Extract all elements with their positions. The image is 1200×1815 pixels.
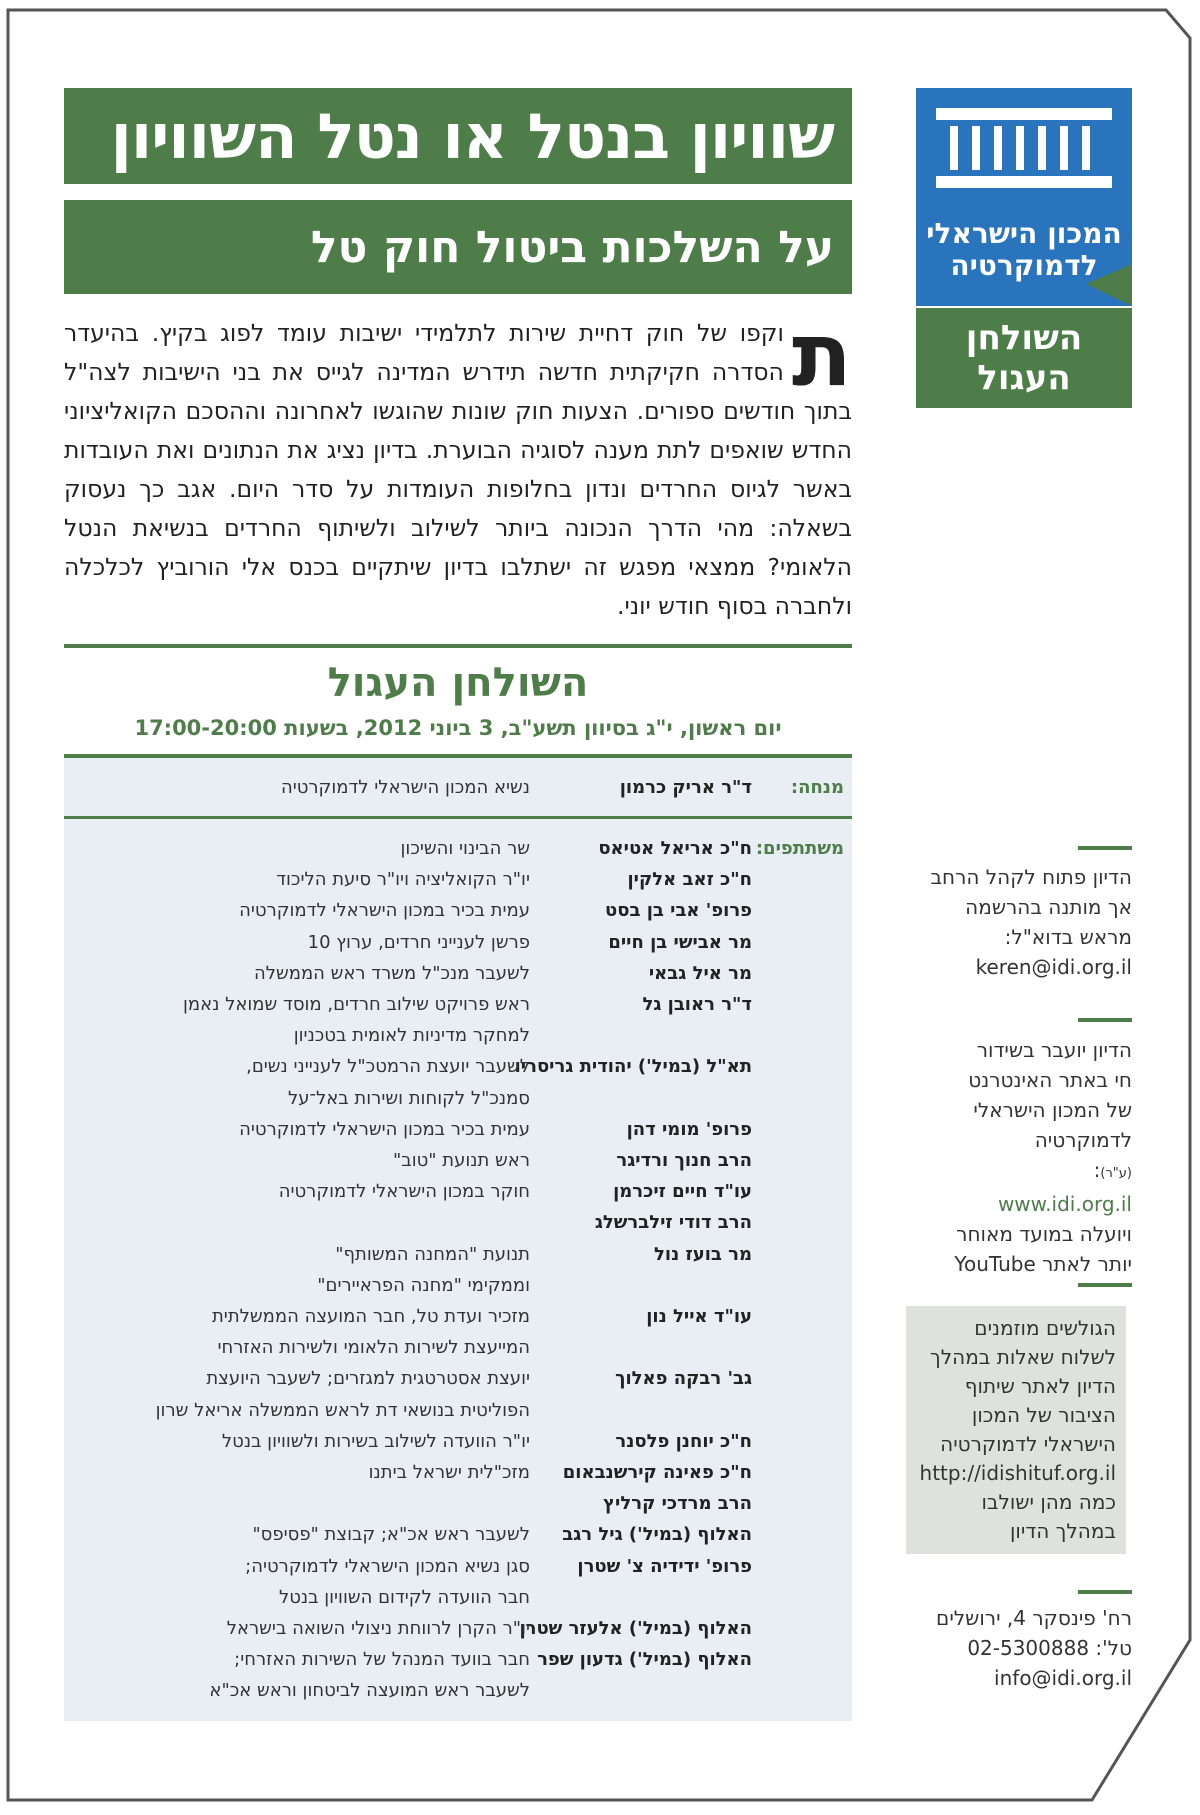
participant-desc: ראש תנועת "טוב" bbox=[393, 1150, 530, 1172]
participant-desc: המייעצת לשירות הלאומי ולשירות האזרחי bbox=[217, 1337, 530, 1359]
row-label-spacer bbox=[762, 1176, 852, 1207]
row-label-spacer bbox=[762, 1551, 852, 1582]
badge-line-1: השולחן bbox=[965, 318, 1083, 358]
participant-desc: תנועת "המחנה המשותף" bbox=[335, 1243, 530, 1265]
row-label-spacer bbox=[762, 895, 852, 926]
row-label-spacer bbox=[762, 864, 852, 895]
participant-desc: הפוליטית בנושאי דת לראש הממשלה אריאל שרון bbox=[155, 1399, 530, 1421]
row-label-spacer bbox=[762, 1239, 852, 1270]
participant-desc: חבר בוועד המנהל של השירות האזרחי; bbox=[234, 1649, 530, 1671]
website-link[interactable]: www.idi.org.il bbox=[997, 1192, 1132, 1216]
broadcast-small-note: (ע"ר) bbox=[1100, 1166, 1132, 1181]
participant-desc: פרשן לענייני חרדים, ערוץ 10 bbox=[307, 931, 530, 953]
row-label-spacer bbox=[762, 1083, 852, 1114]
participant-row bbox=[64, 1239, 852, 1270]
participant-name: עו"ד אייל נון bbox=[646, 1306, 752, 1328]
participants-list bbox=[64, 819, 852, 1721]
intro-paragraph bbox=[64, 303, 852, 626]
broadcast-line-5: ויועלה במועד מאוחר bbox=[956, 1222, 1132, 1246]
logo-line-2: לדמוקרטיה bbox=[950, 249, 1098, 282]
participant-desc: לשעבר ראש אכ"א; קבוצת "פסיפס" bbox=[252, 1524, 530, 1546]
row-label-spacer bbox=[762, 1395, 852, 1426]
roundtable-title: השולחן העגול bbox=[327, 660, 589, 706]
row-label-spacer bbox=[762, 989, 852, 1020]
participant-row bbox=[64, 1145, 852, 1176]
sidebar-divider bbox=[1078, 1283, 1132, 1287]
phone-text: טל': 02-5300888 bbox=[967, 1636, 1132, 1660]
row-label-spacer bbox=[762, 1644, 852, 1675]
participant-desc: סגן נשיא המכון הישראלי לדמוקרטיה; bbox=[245, 1555, 530, 1577]
participant-name: ד"ר ראובן גל bbox=[642, 994, 752, 1016]
logo-line-1: המכון הישראלי bbox=[926, 217, 1122, 250]
moderator-label: מנחה: bbox=[790, 776, 844, 798]
roundtable-date: יום ראשון, י"ג בסיוון תשע"ב, 3 ביוני 2012, בשעות 17:00-20:00 bbox=[134, 716, 782, 740]
row-label-spacer bbox=[762, 1488, 852, 1519]
questions-line-4: הציבור של המכון bbox=[971, 1403, 1116, 1427]
participant-name: פרופ' מומי דהן bbox=[626, 1118, 752, 1140]
participant-desc: יועצת אסטרטגית למגזרים; לשעבר היועצת bbox=[206, 1368, 530, 1390]
participant-row bbox=[64, 1020, 852, 1051]
participant-row bbox=[64, 1270, 852, 1301]
participants-panel bbox=[64, 754, 852, 1721]
divider bbox=[64, 644, 852, 648]
participant-row bbox=[64, 1582, 852, 1613]
broadcast-line-1: הדיון יועבר בשידור bbox=[976, 1038, 1132, 1062]
row-label-spacer bbox=[762, 1114, 852, 1145]
participant-row bbox=[64, 1644, 852, 1675]
registration-email-link[interactable]: keren@idi.org.il bbox=[975, 955, 1132, 979]
participant-name: ח"כ אריאל אטיאס bbox=[598, 838, 752, 859]
registration-line-1: הדיון פתוח לקהל הרחב bbox=[930, 865, 1132, 889]
main-column bbox=[64, 88, 852, 1721]
participant-name: מר איל גבאי bbox=[648, 962, 752, 984]
questions-line-3: הדיון לאתר שיתוף bbox=[964, 1374, 1116, 1398]
participant-name: ח"כ זאב אלקין bbox=[627, 869, 752, 891]
participants-label: משתתפים: bbox=[755, 838, 844, 859]
participant-row bbox=[64, 1519, 852, 1550]
participant-row bbox=[64, 1332, 852, 1363]
contact-email-link[interactable]: info@idi.org.il bbox=[994, 1666, 1132, 1690]
registration-info bbox=[900, 862, 1132, 982]
row-label-spacer bbox=[762, 1207, 852, 1238]
moderator-row bbox=[64, 758, 852, 819]
participation-site-link[interactable]: http://idishituf.org.il bbox=[919, 1461, 1116, 1485]
row-label-spacer bbox=[762, 1270, 852, 1301]
participant-row bbox=[64, 1457, 852, 1488]
participant-name: תא"ל (במיל') יהודית גריסריו bbox=[514, 1056, 752, 1078]
participant-desc: מזכ"לית ישראל ביתנו bbox=[368, 1462, 530, 1484]
participant-desc bbox=[64, 1207, 536, 1238]
participant-name: פרופ' אבי בן בסט bbox=[605, 900, 752, 922]
participant-name bbox=[536, 1332, 762, 1363]
broadcast-line-4: לדמוקרטיה bbox=[1034, 1128, 1132, 1152]
participant-row bbox=[64, 1051, 852, 1082]
participant-desc: סמנכ"ל לקוחות ושירות באל־על bbox=[288, 1087, 530, 1109]
broadcast-line-6: יותר לאתר YouTube bbox=[954, 1252, 1132, 1276]
participant-desc: לשעבר ראש המועצה לביטחון וראש אכ"א bbox=[209, 1680, 530, 1702]
address-text: רח' פינסקר 4, ירושלים bbox=[936, 1606, 1132, 1630]
questions-box bbox=[906, 1306, 1126, 1554]
participant-desc: חבר הוועדה לקידום השוויון בנטל bbox=[278, 1586, 530, 1608]
row-label-spacer bbox=[762, 927, 852, 958]
registration-line-3: מראש בדוא"ל: bbox=[1004, 925, 1132, 949]
intro-text: וקפו של חוק דחיית שירות לתלמידי ישיבות עומד לפוג בקיץ. בהיעדר הסדרה חקיקתית חדשה תידרש המדינה לגייס את בני הישיבות לצה"ל בתוך חודשים ספורים. הצעות חוק שונות שהוגשו לאחרונה וההסכם הקואליציוני החדש שואפים לתת מענה לסוגיה הבוערת. בדיון נציג את הנתונים ואת העובדות באשר לגיוס החרדים ונדון בחלופות העומדות על סדר היום. אגב כך נעסוק בשאלה: מהי הדרך הנכונה ביותר לשילוב ולשיתוף החרדים בנשיאת הנטל הלאומי? ממצאי מפגש זה ישתלבו בדיון שיתקיים בכנס אלי הורוביץ לכלכלה ולחברה בסוף חודש יוני. bbox=[64, 319, 852, 620]
row-label-spacer bbox=[762, 1332, 852, 1363]
participant-desc: לשעבר מנכ"ל משרד ראש הממשלה bbox=[253, 962, 530, 984]
contact-info bbox=[900, 1603, 1132, 1693]
broadcast-info bbox=[900, 1035, 1132, 1279]
participant-name: האלוף (במיל') גיל רגב bbox=[562, 1524, 752, 1546]
participant-row bbox=[64, 1488, 852, 1519]
broadcast-line-2: חי באתר האינטרנט bbox=[968, 1068, 1132, 1092]
moderator-desc: נשיא המכון הישראלי לדמוקרטיה bbox=[280, 776, 530, 798]
row-label-spacer bbox=[762, 1426, 852, 1457]
participant-desc: מזכיר ועדת טל, חבר המועצה הממשלתית bbox=[211, 1306, 530, 1328]
row-label-spacer bbox=[762, 1613, 852, 1644]
participant-name bbox=[536, 1083, 762, 1114]
row-label-spacer bbox=[762, 1301, 852, 1332]
participant-name: ח"כ פאינה קירשנבאום bbox=[562, 1462, 752, 1484]
participant-row bbox=[64, 927, 852, 958]
participant-name: פרופ' ידידיה צ' שטרן bbox=[577, 1555, 752, 1577]
participant-desc: יו"ר הקרן לרווחת ניצולי השואה בישראל bbox=[226, 1618, 530, 1640]
participant-name: הרב חנוך ורדיגר bbox=[616, 1150, 752, 1172]
participant-name bbox=[536, 1395, 762, 1426]
broadcast-line-3: של המכון הישראלי bbox=[973, 1098, 1132, 1122]
participant-row bbox=[64, 1083, 852, 1114]
participant-name: האלוף (במיל') גדעון שפר bbox=[537, 1649, 752, 1671]
participant-desc: חוקר במכון הישראלי לדמוקרטיה bbox=[278, 1181, 530, 1203]
row-label-spacer bbox=[762, 958, 852, 989]
questions-line-2: לשלוח שאלות במהלך bbox=[930, 1345, 1116, 1369]
title-banner bbox=[64, 88, 852, 184]
participant-row bbox=[64, 1114, 852, 1145]
participant-desc: יו"ר הקואליציה ויו"ר סיעת הליכוד bbox=[276, 869, 530, 891]
participant-desc: שר הבינוי והשיכון bbox=[400, 838, 530, 859]
sidebar-divider bbox=[1078, 846, 1132, 850]
sidebar-divider bbox=[1078, 1590, 1132, 1594]
row-label-spacer bbox=[762, 1675, 852, 1706]
participant-name bbox=[536, 1582, 762, 1613]
participant-name bbox=[536, 1675, 762, 1706]
participant-name: הרב דודי זילברשלג bbox=[594, 1212, 752, 1234]
questions-line-6: כמה מהן ישולבו bbox=[981, 1490, 1116, 1514]
participant-desc: לשעבר יועצת הרמטכ"ל לענייני נשים, bbox=[246, 1056, 530, 1078]
participant-row bbox=[64, 895, 852, 926]
questions-line-7: במהלך הדיון bbox=[1009, 1519, 1116, 1543]
participant-row bbox=[64, 1551, 852, 1582]
participant-desc bbox=[64, 1488, 536, 1519]
roundtable-badge bbox=[916, 308, 1132, 408]
participant-name: ח"כ יוחנן פלסנר bbox=[615, 1430, 752, 1452]
participant-name: האלוף (במיל') אלעזר שטרן bbox=[519, 1618, 752, 1640]
participant-name: עו"ד חיים זיכרמן bbox=[613, 1181, 752, 1203]
broadcast-colon: : bbox=[1093, 1158, 1101, 1182]
participant-row bbox=[64, 833, 852, 864]
participant-name: הרב מרדכי קרליץ bbox=[603, 1493, 752, 1515]
participant-row bbox=[64, 864, 852, 895]
moderator-name: ד"ר אריק כרמון bbox=[619, 776, 752, 798]
subtitle-banner bbox=[64, 200, 852, 294]
row-label-spacer bbox=[762, 1457, 852, 1488]
participant-desc: ראש פרויקט שילוב חרדים, מוסד שמואל נאמן bbox=[183, 994, 530, 1016]
logo-text bbox=[916, 218, 1132, 282]
participant-name bbox=[536, 1270, 762, 1301]
idi-logo bbox=[916, 88, 1132, 306]
participant-name bbox=[536, 1020, 762, 1051]
questions-line-1: הגולשים מוזמנים bbox=[974, 1316, 1116, 1340]
registration-line-2: אך מותנה בהרשמה bbox=[965, 895, 1132, 919]
participant-name: גב' רבקה פאלוך bbox=[615, 1368, 752, 1390]
sidebar-divider bbox=[1078, 1018, 1132, 1022]
badge-line-2: העגול bbox=[977, 358, 1071, 398]
participant-row bbox=[64, 1301, 852, 1332]
participant-row bbox=[64, 1675, 852, 1706]
row-label-spacer bbox=[762, 1020, 852, 1051]
participant-row bbox=[64, 1176, 852, 1207]
row-label-spacer bbox=[762, 1051, 852, 1082]
participant-row bbox=[64, 958, 852, 989]
participant-row bbox=[64, 1613, 852, 1644]
participant-desc: למחקר מדיניות לאומית בטכניון bbox=[293, 1025, 530, 1047]
row-label-spacer bbox=[762, 1519, 852, 1550]
participant-row bbox=[64, 1207, 852, 1238]
participant-name: מר אבישי בן חיים bbox=[608, 931, 752, 953]
participant-desc: עמית בכיר במכון הישראלי לדמוקרטיה bbox=[239, 900, 530, 922]
participant-desc: וממקימי "מחנה הפראיירים" bbox=[317, 1274, 530, 1296]
row-label-spacer bbox=[762, 1145, 852, 1176]
participant-desc: עמית בכיר במכון הישראלי לדמוקרטיה bbox=[239, 1118, 530, 1140]
row-label-spacer bbox=[762, 1363, 852, 1394]
participant-row bbox=[64, 1363, 852, 1394]
page-title: שוויון בנטל או נטל השוויון bbox=[110, 99, 834, 173]
row-label-spacer bbox=[762, 1582, 852, 1613]
broadcast-line-small bbox=[900, 1155, 1132, 1189]
participant-row bbox=[64, 1426, 852, 1457]
page-subtitle: על השלכות ביטול חוק טל bbox=[310, 221, 834, 273]
participant-name: מר בועז נול bbox=[654, 1243, 752, 1265]
participant-row bbox=[64, 989, 852, 1020]
participant-desc: יו"ר הוועדה לשילוב בשירות ולשוויון בנטל bbox=[221, 1430, 530, 1452]
drop-cap: ת bbox=[791, 303, 852, 406]
questions-line-5: הישראלי לדמוקרטיה bbox=[940, 1432, 1116, 1456]
participant-row bbox=[64, 1395, 852, 1426]
